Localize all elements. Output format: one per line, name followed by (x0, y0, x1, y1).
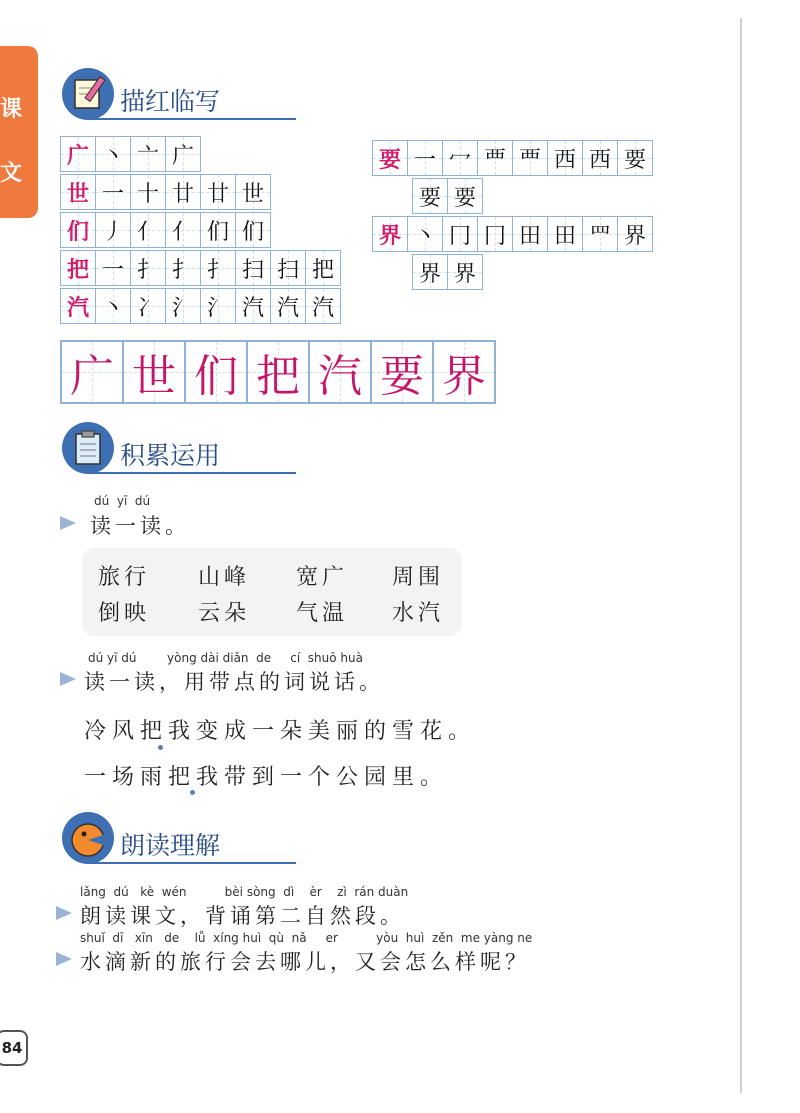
pinyin-read2: dú yī dú yòng dài diǎn de cí shuō huà (88, 651, 363, 665)
grid-stroke-cell: 把 (305, 250, 341, 286)
clipboard-icon (62, 422, 114, 474)
grid-stroke-cell: 罒 (582, 216, 618, 252)
grid-stroke-cell: 十 (130, 174, 166, 210)
grid-stroke-cell: 丿 (95, 212, 131, 248)
writing-row (60, 250, 340, 286)
pinyin-question-1: lǎng dú kè wén bèi sòng dì èr zì rán duàn (80, 885, 409, 899)
word: 水汽 (392, 601, 445, 626)
grid-stroke-cell: 亠 (130, 136, 166, 172)
grid-head-char: 世 (60, 174, 96, 210)
grid-head-char: 汽 (60, 288, 96, 324)
grid-stroke-cell: 汽 (235, 288, 271, 324)
grid-stroke-cell: 丶 (95, 136, 131, 172)
pencil-notebook-icon (62, 68, 114, 120)
grid-stroke-cell: 廿 (200, 174, 236, 210)
page-number: 84 (0, 1030, 28, 1066)
grid-stroke-cell: 世 (235, 174, 271, 210)
grid-stroke-cell: 氵 (165, 288, 201, 324)
section-underline (90, 862, 296, 864)
grid-stroke-cell: 田 (512, 216, 548, 252)
section-title-accumulate: 积累运用 (120, 441, 221, 470)
grid-stroke-cell: 冖 (442, 140, 478, 176)
big-tracing-char: 要 (370, 340, 434, 404)
section-underline (90, 118, 296, 120)
writing-row (412, 254, 482, 290)
question-2: 水滴新的旅行会去哪儿，又会怎么样呢？ (80, 950, 530, 974)
grid-stroke-cell: 冂 (477, 216, 513, 252)
grid-stroke-cell: 扌 (165, 250, 201, 286)
section-title-reading: 朗读理解 (120, 831, 221, 860)
grid-stroke-cell: 扌 (200, 250, 236, 286)
grid-stroke-cell: 丶 (95, 288, 131, 324)
grid-stroke-cell: 一 (95, 174, 131, 210)
grid-stroke-cell: 界 (447, 254, 483, 290)
word: 云朵 (198, 601, 251, 626)
grid-head-char: 要 (372, 140, 408, 176)
big-tracing-char: 们 (184, 340, 248, 404)
section-header-reading (60, 812, 250, 872)
big-tracing-char: 汽 (308, 340, 372, 404)
section-title-tracing: 描红临写 (120, 87, 221, 116)
arrow-bullet-icon (56, 906, 72, 920)
section-underline (90, 472, 296, 474)
speaking-face-icon (62, 812, 114, 864)
pinyin-read1: dú yī dú (94, 494, 151, 508)
word: 旅行 (98, 565, 151, 590)
grid-stroke-cell: 西 (582, 140, 618, 176)
grid-stroke-cell: 要 (447, 178, 483, 214)
grid-stroke-cell: 广 (165, 136, 201, 172)
grid-stroke-cell: 扫 (270, 250, 306, 286)
grid-stroke-cell: 冂 (442, 216, 478, 252)
writing-row (412, 178, 482, 214)
arrow-bullet-icon (56, 952, 72, 966)
grid-stroke-cell: 西 (547, 140, 583, 176)
grid-stroke-cell: 氵 (200, 288, 236, 324)
grid-stroke-cell: 界 (412, 254, 448, 290)
grid-stroke-cell: 要 (617, 140, 653, 176)
example-sentence: 冷风把我变成一朵美丽的雪花。 (84, 719, 477, 744)
big-tracing-char: 界 (432, 340, 496, 404)
section-header-tracing (60, 68, 250, 128)
side-tab-char-1: 课 (0, 96, 23, 122)
tracing-row-big (60, 340, 494, 404)
word: 倒映 (98, 601, 151, 626)
grid-stroke-cell: 覀 (512, 140, 548, 176)
writing-row (60, 174, 270, 210)
writing-row (372, 216, 652, 252)
grid-stroke-cell: 汽 (305, 288, 341, 324)
big-tracing-char: 世 (122, 340, 186, 404)
grid-stroke-cell: 汽 (270, 288, 306, 324)
writing-row (60, 212, 270, 248)
instruction-read2: 读一读，用带点的词说话。 (84, 670, 384, 694)
instruction-read1: 读一读。 (90, 514, 190, 538)
word: 周围 (392, 565, 445, 590)
side-tab-char-2: 文 (0, 160, 23, 186)
section-header-accumulate (60, 422, 250, 482)
word: 气温 (296, 601, 349, 626)
grid-head-char: 们 (60, 212, 96, 248)
writing-row (60, 288, 340, 324)
grid-stroke-cell: 扌 (130, 250, 166, 286)
pinyin-question-2: shuǐ dī xīn de lǚ xíng huì qù nǎ er yòu huì zěn me yàng ne (80, 931, 533, 945)
grid-head-char: 界 (372, 216, 408, 252)
big-tracing-char: 把 (246, 340, 310, 404)
grid-stroke-cell: 界 (617, 216, 653, 252)
grid-stroke-cell: 亻 (165, 212, 201, 248)
grid-stroke-cell: 覀 (477, 140, 513, 176)
arrow-bullet-icon (60, 516, 76, 530)
grid-stroke-cell: 扫 (235, 250, 271, 286)
grid-stroke-cell: 亻 (130, 212, 166, 248)
grid-stroke-cell: 一 (95, 250, 131, 286)
grid-stroke-cell: 要 (412, 178, 448, 214)
grid-stroke-cell: 田 (547, 216, 583, 252)
grid-stroke-cell: 一 (407, 140, 443, 176)
emphasis-dot (158, 745, 163, 750)
grid-stroke-cell: 冫 (130, 288, 166, 324)
arrow-bullet-icon (60, 672, 76, 686)
grid-stroke-cell: 丶 (407, 216, 443, 252)
page-edge (740, 18, 742, 1093)
writing-row (60, 136, 200, 172)
side-tab[interactable] (0, 46, 38, 218)
big-tracing-char: 广 (60, 340, 124, 404)
question-1: 朗读课文，背诵第二自然段。 (80, 904, 405, 928)
grid-head-char: 广 (60, 136, 96, 172)
grid-stroke-cell: 们 (235, 212, 271, 248)
emphasis-dot (190, 790, 195, 795)
grid-stroke-cell: 们 (200, 212, 236, 248)
word: 宽广 (296, 565, 349, 590)
grid-head-char: 把 (60, 250, 96, 286)
word: 山峰 (198, 565, 251, 590)
grid-stroke-cell: 廿 (165, 174, 201, 210)
writing-row (372, 140, 652, 176)
example-sentence: 一场雨把我带到一个公园里。 (84, 765, 449, 790)
